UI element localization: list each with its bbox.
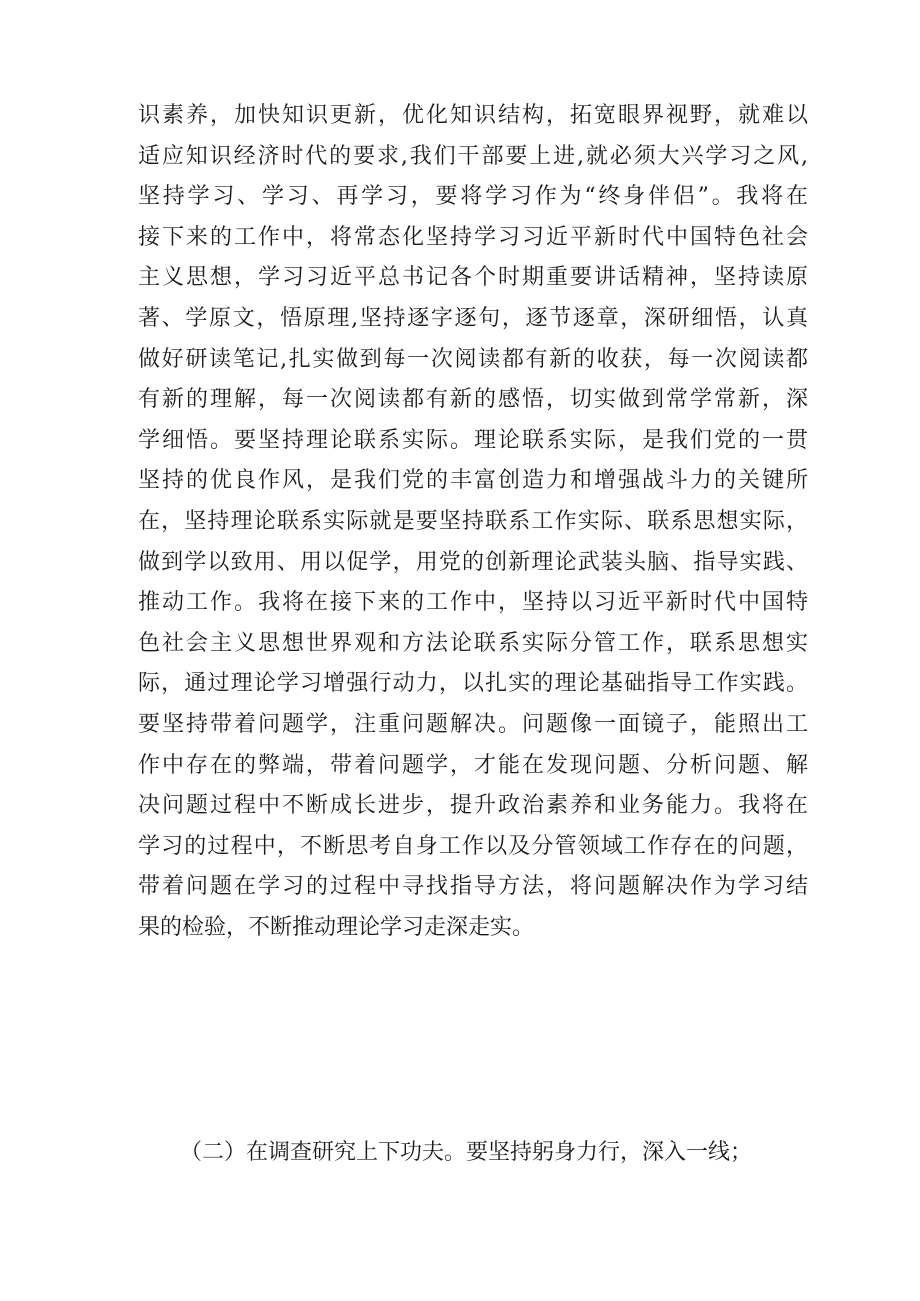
- paragraph-line: 决问题过程中不断成长进步，提升政治素养和业务能力。我将在: [138, 793, 808, 819]
- paragraph-line: 著、学原文，悟原理,坚持逐字逐句，逐节逐章，深研细悟，认真: [138, 305, 808, 331]
- section-heading: （二）在调查研究上下功夫。要坚持躬身力行，深入一线；: [180, 1140, 753, 1165]
- paragraph-line: 在，坚持理论联系实际就是要坚持联系工作实际、联系思想实际，: [138, 508, 808, 534]
- paragraph-line: 识素养，加快知识更新，优化知识结构，拓宽眼界视野，就难以: [138, 103, 808, 128]
- paragraph-line: 做到学以致用、用以促学，用党的创新理论武装头脑、指导实践、: [138, 549, 808, 575]
- paragraph-line: 坚持学习、学习、再学习，要将学习作为“终身伴侣”。我将在: [138, 184, 808, 210]
- paragraph-line: 作中存在的弊端，带着问题学，才能在发现问题、分析问题、解: [138, 752, 808, 778]
- paragraph-line: 要坚持带着问题学，注重问题解决。问题像一面镜子，能照出工: [138, 711, 808, 737]
- paragraph-line: 坚持的优良作风，是我们党的丰富创造力和增强战斗力的关键所: [138, 468, 808, 494]
- paragraph-line: 接下来的工作中，将常态化坚持学习习近平新时代中国特色社会: [138, 224, 808, 250]
- paragraph-line: 带着问题在学习的过程中寻找指导方法，将问题解决作为学习结: [138, 874, 808, 900]
- body-paragraph: [138, 96, 808, 948]
- paragraph-line: 适应知识经济时代的要求,我们干部要上进,就必须大兴学习之风,: [138, 143, 808, 169]
- paragraph-line: 际，通过理论学习增强行动力，以扎实的理论基础指导工作实践。: [138, 671, 808, 697]
- paragraph-line: 推动工作。我将在接下来的工作中，坚持以习近平新时代中国特: [138, 590, 808, 616]
- paragraph-line: 果的检验，不断推动理论学习走深走实。: [138, 914, 535, 940]
- paragraph-line: 色社会主义思想世界观和方法论联系实际分管工作，联系思想实: [138, 630, 808, 656]
- paragraph-line: 学习的过程中，不断思考自身工作以及分管领域工作存在的问题，: [138, 833, 808, 859]
- paragraph-line: 有新的理解，每一次阅读都有新的感悟，切实做到常学常新，深: [138, 387, 808, 413]
- paragraph-line: 学细悟。要坚持理论联系实际。理论联系实际，是我们党的一贯: [138, 427, 808, 453]
- paragraph-line: 主义思想，学习习近平总书记各个时期重要讲话精神，坚持读原: [138, 265, 808, 291]
- paragraph-line: 做好研读笔记,扎实做到每一次阅读都有新的收获，每一次阅读都: [138, 346, 808, 372]
